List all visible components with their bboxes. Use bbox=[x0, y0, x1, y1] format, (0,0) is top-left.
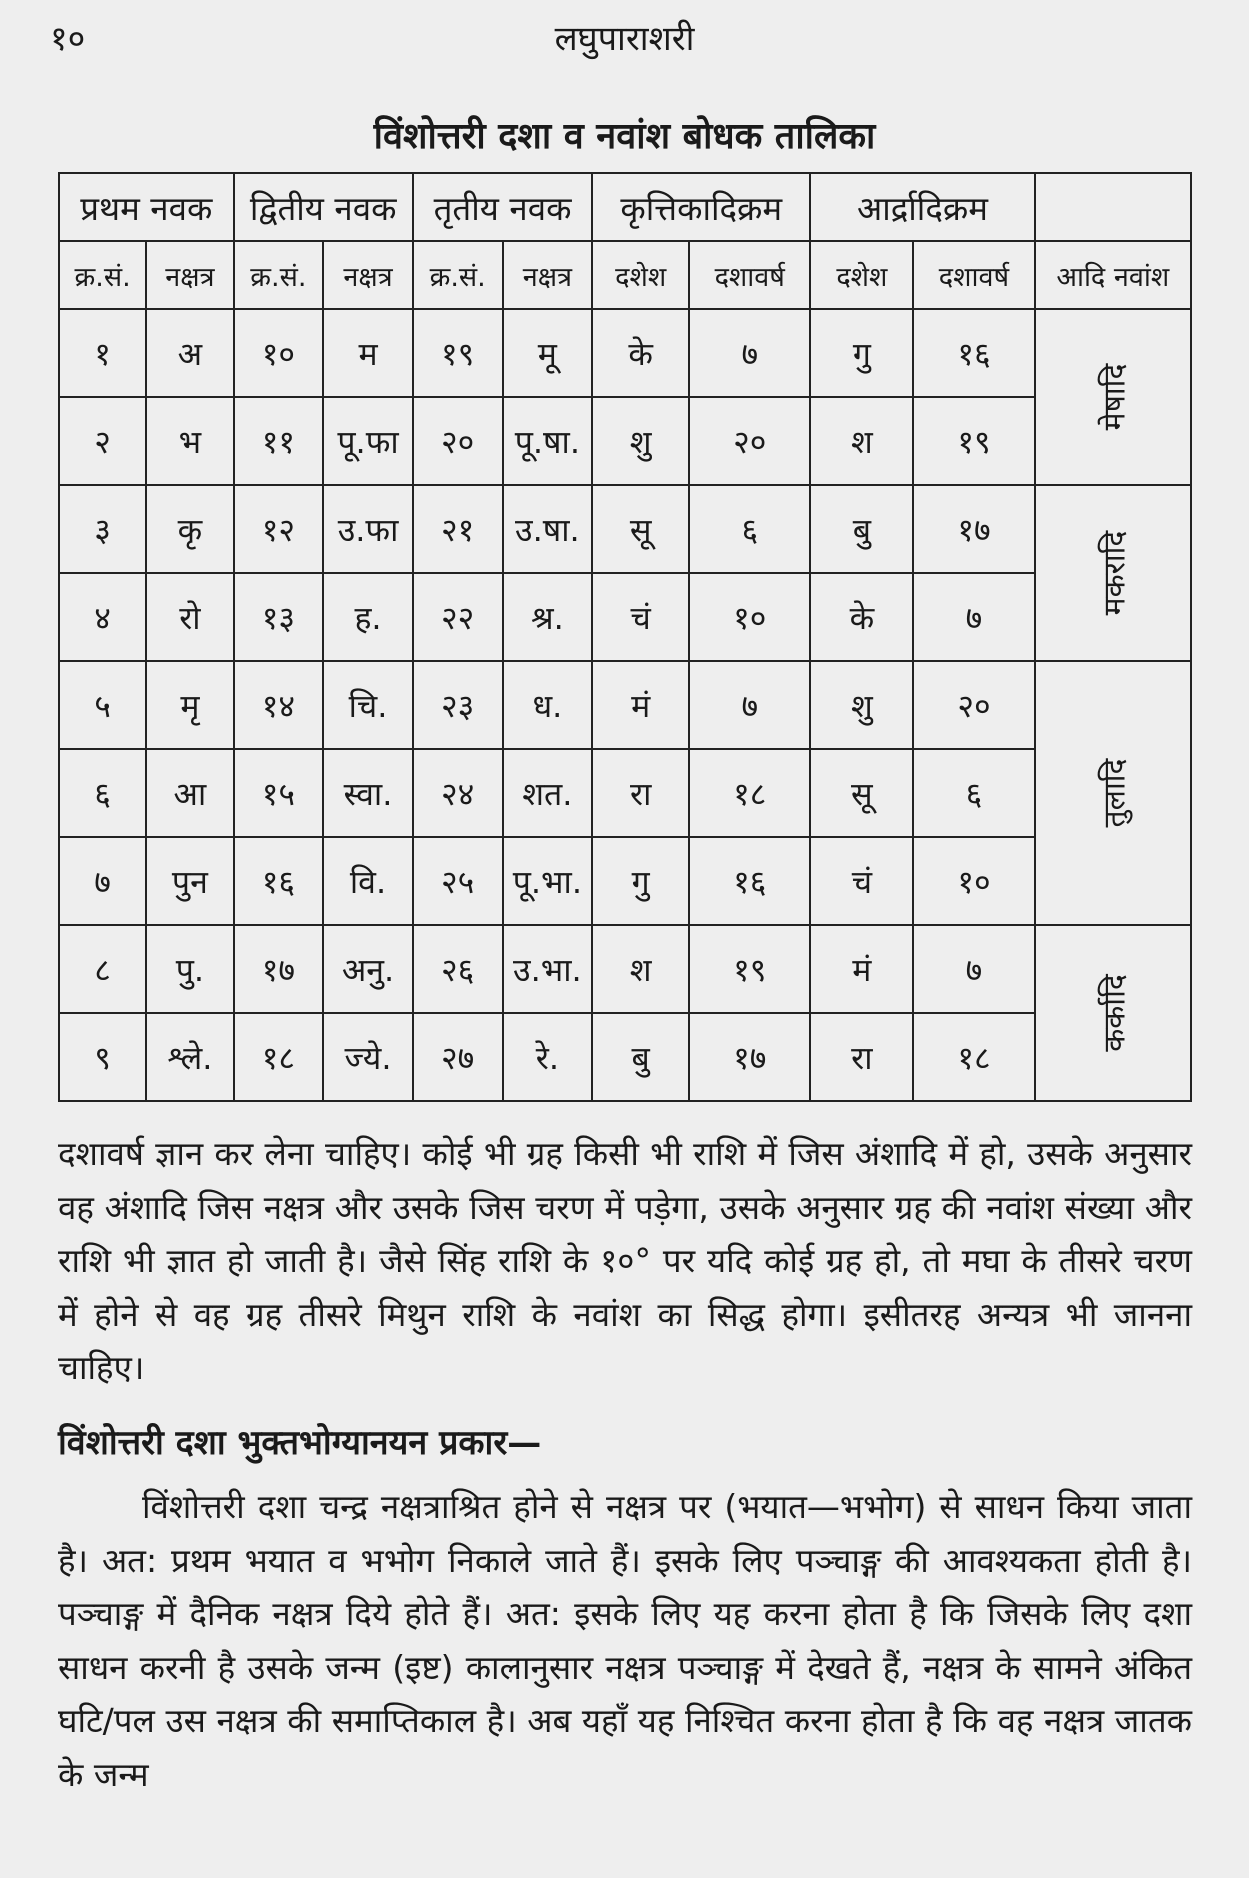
table-cell: ४ bbox=[59, 573, 146, 661]
group-header: द्वितीय नवक bbox=[234, 173, 413, 241]
table-cell: १ bbox=[59, 309, 146, 397]
table-cell: रा bbox=[592, 749, 689, 837]
table-cell: १८ bbox=[234, 1013, 324, 1101]
table-cell: रा bbox=[810, 1013, 913, 1101]
table-cell: श्ले. bbox=[146, 1013, 233, 1101]
table-cell: ध. bbox=[503, 661, 593, 749]
table-cell: १६ bbox=[913, 309, 1034, 397]
table-cell: ६ bbox=[913, 749, 1034, 837]
table-cell: २५ bbox=[413, 837, 503, 925]
table-cell: रो bbox=[146, 573, 233, 661]
table-cell: शु bbox=[592, 397, 689, 485]
table-cell: भ bbox=[146, 397, 233, 485]
table-row bbox=[59, 837, 1191, 925]
table-cell: चि. bbox=[323, 661, 413, 749]
table-cell: पू.फा bbox=[323, 397, 413, 485]
table-cell: २७ bbox=[413, 1013, 503, 1101]
table-cell: चं bbox=[592, 573, 689, 661]
table-cell: ७ bbox=[689, 309, 810, 397]
table-cell: ९ bbox=[59, 1013, 146, 1101]
table-cell: गु bbox=[810, 309, 913, 397]
body-paragraph: दशावर्ष ज्ञान कर लेना चाहिए। कोई भी ग्रह किसी भी राशि में जिस अंशादि में हो, उसके अनुसार वह अंशादि जिस नक्षत्र और उसके जिस चरण में पड़ेगा, उसके अनुसार ग्रह की नवांश संख्या और राशि भी ज्ञात हो जाती है। जैसे सिंह राशि के १०° पर यदि कोई ग्रह हो, तो मघा के तीसरे चरण में होने से वह ग्रह तीसरे मिथुन राशि के नवांश का सिद्ध होगा। इसीतरह अन्यत्र भी जानना चाहिए। bbox=[58, 1134, 1192, 1388]
table-cell: सू bbox=[592, 485, 689, 573]
column-header-row bbox=[59, 241, 1191, 309]
table-cell: पू.भा. bbox=[503, 837, 593, 925]
table-cell: १९ bbox=[913, 397, 1034, 485]
table-cell: २ bbox=[59, 397, 146, 485]
column-header: नक्षत्र bbox=[323, 241, 413, 309]
table-cell: २० bbox=[689, 397, 810, 485]
table-cell: अ bbox=[146, 309, 233, 397]
table-row bbox=[59, 661, 1191, 749]
table-cell: १८ bbox=[913, 1013, 1034, 1101]
column-header: आदि नवांश bbox=[1035, 241, 1191, 309]
table-cell: उ.भा. bbox=[503, 925, 593, 1013]
navamsha-label: कर्कादि bbox=[1097, 974, 1133, 1052]
column-header: दशेश bbox=[592, 241, 689, 309]
table-cell: १० bbox=[234, 309, 324, 397]
table-cell: ७ bbox=[689, 661, 810, 749]
table-title: विंशोत्तरी दशा व नवांश बोधक तालिका bbox=[373, 116, 876, 157]
table-cell: ६ bbox=[689, 485, 810, 573]
table-cell: स्वा. bbox=[323, 749, 413, 837]
table-cell: श bbox=[810, 397, 913, 485]
table-cell: के bbox=[810, 573, 913, 661]
navamsha-label: मकरादि bbox=[1097, 530, 1133, 616]
table-cell: पू.षा. bbox=[503, 397, 593, 485]
table-cell: बु bbox=[592, 1013, 689, 1101]
table-row bbox=[59, 485, 1191, 573]
group-header: प्रथम नवक bbox=[59, 173, 234, 241]
table-cell: बु bbox=[810, 485, 913, 573]
table-cell: मं bbox=[810, 925, 913, 1013]
page-number: १० bbox=[50, 19, 86, 59]
navamsha-label: मेषादि bbox=[1097, 363, 1133, 431]
table-cell: म bbox=[323, 309, 413, 397]
table-cell: अनु. bbox=[323, 925, 413, 1013]
table-cell: १५ bbox=[234, 749, 324, 837]
table-cell: आ bbox=[146, 749, 233, 837]
table-cell: श्र. bbox=[503, 573, 593, 661]
table-cell: ७ bbox=[913, 925, 1034, 1013]
column-header: क्र.सं. bbox=[413, 241, 503, 309]
table-cell: श bbox=[592, 925, 689, 1013]
table-cell: १६ bbox=[234, 837, 324, 925]
table-cell: कृ bbox=[146, 485, 233, 573]
table-cell: १९ bbox=[689, 925, 810, 1013]
table-cell: २० bbox=[413, 397, 503, 485]
body-paragraph: विंशोत्तरी दशा चन्द्र नक्षत्राश्रित होने से नक्षत्र पर (भयात—भभोग) से साधन किया जाता है। अत: प्रथम भयात व भभोग निकाले जाते हैं। इसके लिए पञ्चाङ्ग की आवश्यकता होती है। पञ्चाङ्ग में दैनिक नक्षत्र दिये होते हैं। अत: इसके लिए यह करना होता है कि जिसके लिए दशा साधन करनी है उसके जन्म (इष्ट) कालानुसार नक्षत्र पञ्चाङ्ग में देखते हैं, नक्षत्र के सामने अंकित घटि/पल उस नक्षत्र की समाप्तिकाल है। अब यहाँ यह निश्चित करना होता है कि वह नक्षत्र जातक के जन्म bbox=[58, 1487, 1192, 1794]
table-cell: २६ bbox=[413, 925, 503, 1013]
table-row bbox=[59, 397, 1191, 485]
table-cell: ज्ये. bbox=[323, 1013, 413, 1101]
table-cell: १७ bbox=[689, 1013, 810, 1101]
navamsha-label: तुलादि bbox=[1097, 758, 1133, 828]
table-cell: ७ bbox=[913, 573, 1034, 661]
table-cell: ह. bbox=[323, 573, 413, 661]
table-cell: उ.षा. bbox=[503, 485, 593, 573]
table-cell: ६ bbox=[59, 749, 146, 837]
table-cell: ११ bbox=[234, 397, 324, 485]
table-cell: १० bbox=[913, 837, 1034, 925]
empty-header-cell bbox=[1035, 173, 1191, 241]
navamsha-cell bbox=[1035, 309, 1191, 485]
group-header: आर्द्रादिक्रम bbox=[810, 173, 1034, 241]
table-cell: शु bbox=[810, 661, 913, 749]
column-header: क्र.सं. bbox=[59, 241, 146, 309]
column-header: क्र.सं. bbox=[234, 241, 324, 309]
navamsha-cell bbox=[1035, 925, 1191, 1101]
table-cell: पु. bbox=[146, 925, 233, 1013]
table-row bbox=[59, 309, 1191, 397]
table-row bbox=[59, 925, 1191, 1013]
table-cell: १६ bbox=[689, 837, 810, 925]
navamsha-cell bbox=[1035, 485, 1191, 661]
table-cell: पुन bbox=[146, 837, 233, 925]
table-cell: के bbox=[592, 309, 689, 397]
table-cell: चं bbox=[810, 837, 913, 925]
table-cell: ७ bbox=[59, 837, 146, 925]
table-cell: १२ bbox=[234, 485, 324, 573]
table-cell: सू bbox=[810, 749, 913, 837]
table-row bbox=[59, 1013, 1191, 1101]
table-cell: २४ bbox=[413, 749, 503, 837]
table-cell: २२ bbox=[413, 573, 503, 661]
dasha-navamsha-table bbox=[58, 172, 1192, 1102]
table-cell: मृ bbox=[146, 661, 233, 749]
column-header: नक्षत्र bbox=[503, 241, 593, 309]
group-header-row bbox=[59, 173, 1191, 241]
table-cell: वि. bbox=[323, 837, 413, 925]
table-cell: गु bbox=[592, 837, 689, 925]
table-cell: शत. bbox=[503, 749, 593, 837]
table-cell: १७ bbox=[234, 925, 324, 1013]
table-cell: १४ bbox=[234, 661, 324, 749]
table-cell: उ.फा bbox=[323, 485, 413, 573]
group-header: कृत्तिकादिक्रम bbox=[592, 173, 810, 241]
column-header: दशावर्ष bbox=[689, 241, 810, 309]
table-cell: १७ bbox=[913, 485, 1034, 573]
table-cell: १८ bbox=[689, 749, 810, 837]
table-cell: २१ bbox=[413, 485, 503, 573]
column-header: दशेश bbox=[810, 241, 913, 309]
table-cell: ५ bbox=[59, 661, 146, 749]
table-cell: २० bbox=[913, 661, 1034, 749]
table-cell: १० bbox=[689, 573, 810, 661]
table-cell: ३ bbox=[59, 485, 146, 573]
running-head: लघुपाराशरी bbox=[554, 19, 695, 59]
group-header: तृतीय नवक bbox=[413, 173, 592, 241]
section-heading: विंशोत्तरी दशा भुक्तभोग्यानयन प्रकार— bbox=[58, 1423, 542, 1463]
table-cell: रे. bbox=[503, 1013, 593, 1101]
table-cell: मं bbox=[592, 661, 689, 749]
table-row bbox=[59, 749, 1191, 837]
table-cell: ८ bbox=[59, 925, 146, 1013]
column-header: दशावर्ष bbox=[913, 241, 1034, 309]
table-cell: २३ bbox=[413, 661, 503, 749]
table-row bbox=[59, 573, 1191, 661]
column-header: नक्षत्र bbox=[146, 241, 233, 309]
navamsha-cell bbox=[1035, 661, 1191, 925]
table-cell: १३ bbox=[234, 573, 324, 661]
table-cell: १९ bbox=[413, 309, 503, 397]
table-cell: मू bbox=[503, 309, 593, 397]
